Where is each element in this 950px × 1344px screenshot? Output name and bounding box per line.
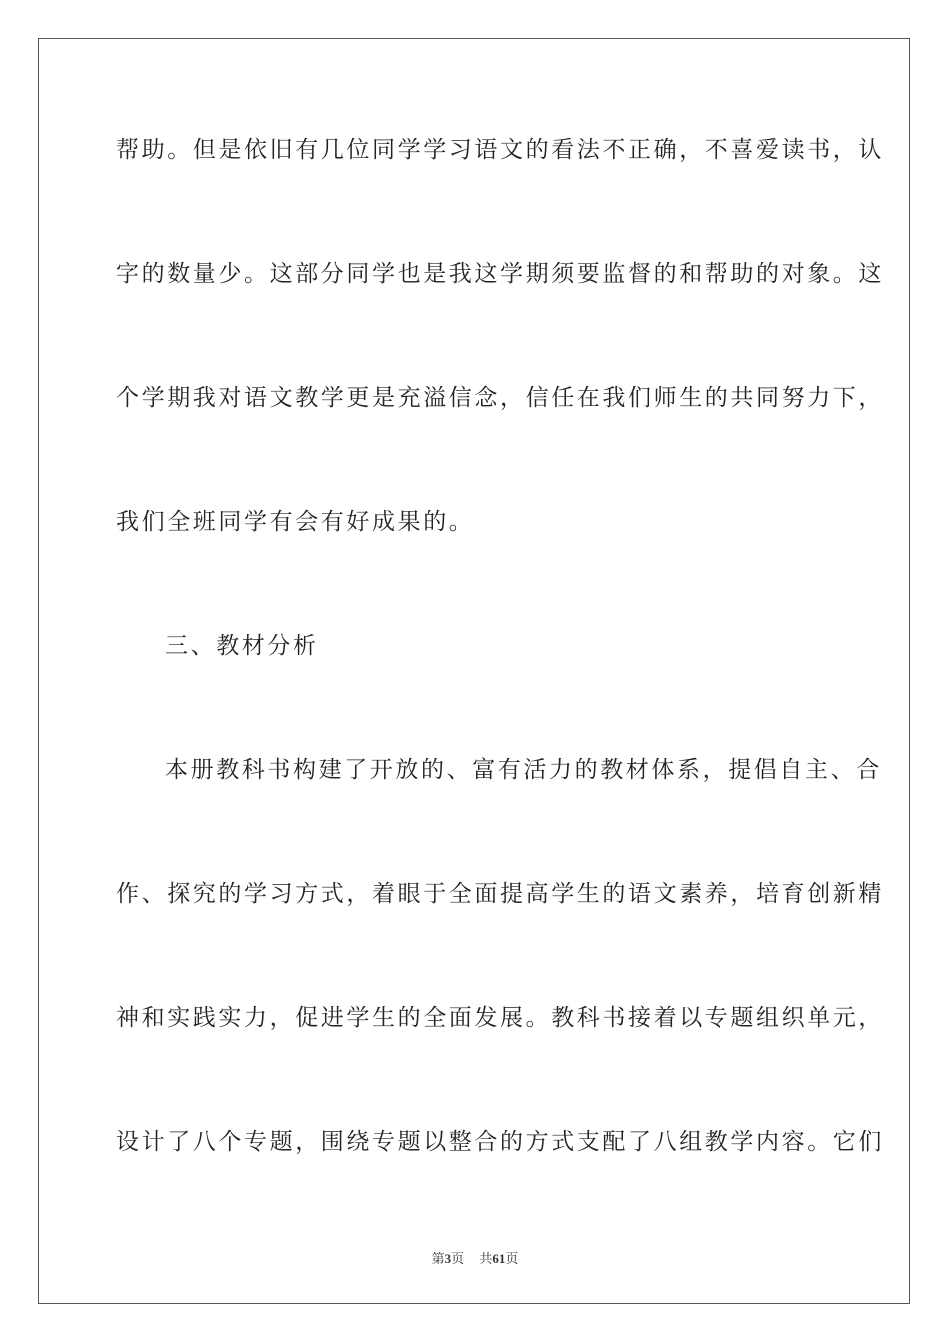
text-line: 神和实践实力，促进学生的全面发展。教科书接着以专题组织单元， <box>116 1005 884 1031</box>
section-heading: 三、教材分析 <box>165 633 319 659</box>
text-line: 我们全班同学有会有好成果的。 <box>116 509 475 535</box>
page-footer <box>0 1248 950 1267</box>
text-line: 字的数量少。这部分同学也是我这学期须要监督的和帮助的对象。这 <box>116 261 884 287</box>
text-line: 本册教科书构建了开放的、富有活力的教材体系，提倡自主、合 <box>165 757 882 783</box>
text-line: 作、探究的学习方式，着眼于全面提高学生的语文素养，培育创新精 <box>116 881 884 907</box>
text-line: 个学期我对语文教学更是充溢信念，信任在我们师生的共同努力下， <box>116 385 884 411</box>
text-line: 设计了八个专题，围绕专题以整合的方式支配了八组教学内容。它们 <box>116 1129 884 1155</box>
document-body <box>116 130 884 1162</box>
text-line: 帮助。但是依旧有几位同学学习语文的看法不正确，不喜爱读书，认 <box>116 137 884 163</box>
total-pages-indicator: 共61页 <box>479 1251 519 1266</box>
current-page-indicator: 第3页 <box>431 1251 465 1266</box>
